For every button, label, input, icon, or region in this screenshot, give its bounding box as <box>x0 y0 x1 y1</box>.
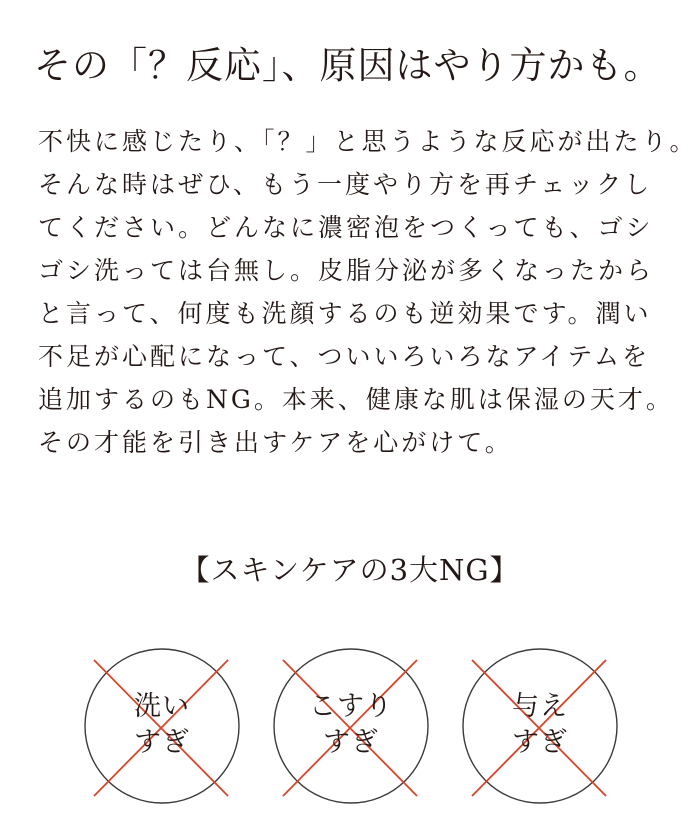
body-line: その才能を引き出すケアを心がけて。 <box>38 428 513 457</box>
ng-item-label: すぎ <box>134 727 190 758</box>
ng-item-over-washing <box>82 646 242 806</box>
body-line: 追加するのもNG。本来、健康な肌は保湿の天才。 <box>38 385 674 414</box>
body-line: そんな時はぜひ、もう一度やり方を再チェックし <box>38 170 653 199</box>
body-line: てください。どんなに濃密泡をつくっても、ゴシ <box>38 213 654 242</box>
ng-item-label: すぎ <box>323 727 379 758</box>
ng-item-label: こすり <box>309 691 393 722</box>
body-line: と言って、何度も洗顔するのも逆効果です。潤い <box>38 299 652 328</box>
body-paragraph <box>38 120 698 464</box>
ng-item-label: 洗い <box>134 691 190 722</box>
body-line: ゴシ洗っては台無し。皮脂分泌が多くなったから <box>38 256 655 285</box>
body-line: 不快に感じたり、「？」と思うような反応が出たり。 <box>38 127 698 156</box>
page-headline: その「？反応」、原因はやり方かも。 <box>34 44 662 87</box>
ng-item-over-applying <box>460 646 620 806</box>
ng-item-label: 与え <box>512 691 568 722</box>
body-line: 不足が心配になって、ついいろいろなアイテムを <box>38 342 651 371</box>
ng-item-label: すぎ <box>512 727 568 758</box>
ng-item-over-rubbing <box>271 646 431 806</box>
section-title: 【スキンケアの3大NG】 <box>180 553 520 587</box>
